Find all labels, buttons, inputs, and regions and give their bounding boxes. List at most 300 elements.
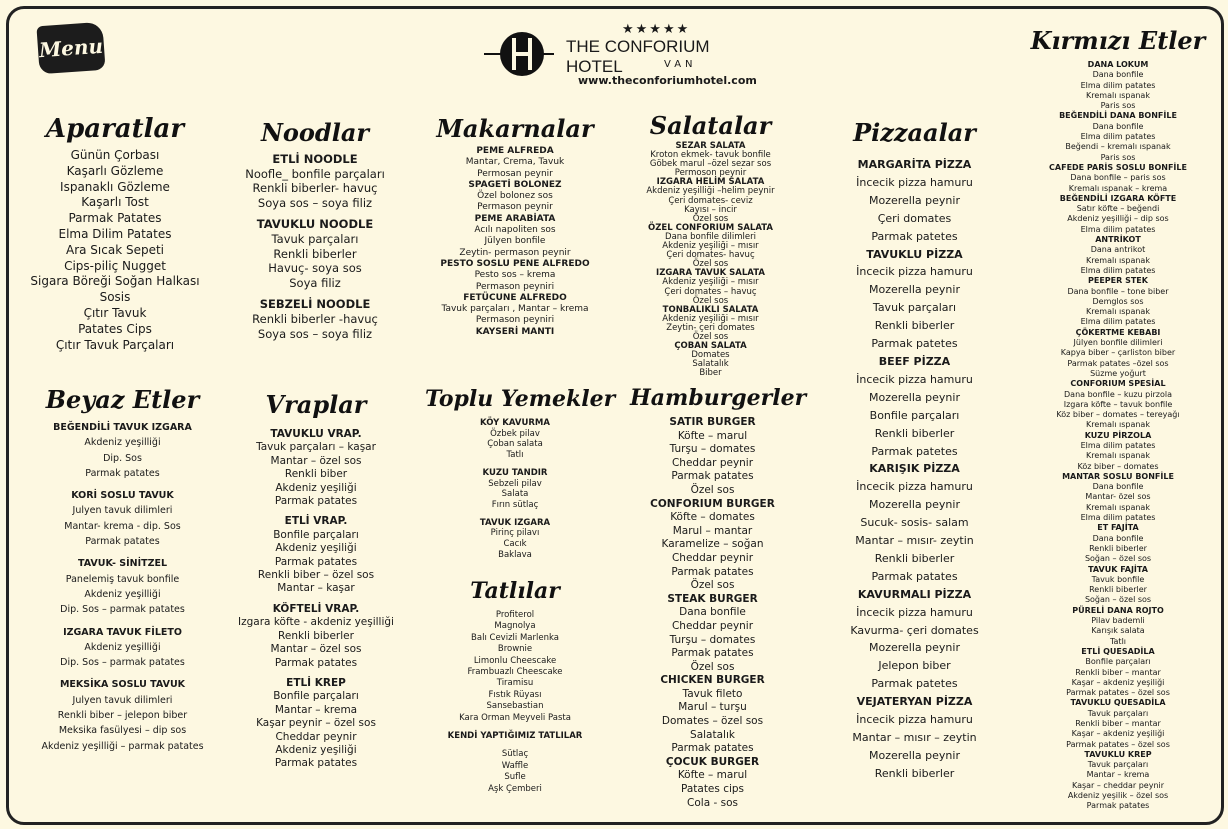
dish-ingredient: Kavurma- çeri domates <box>850 623 979 637</box>
menu-item: Parmak Patates <box>68 211 162 226</box>
dish-ingredient: Mozerella peynir <box>869 193 960 207</box>
menu-item: Çıtır Tavuk <box>83 305 147 320</box>
dish-ingredient: Akdeniz yeşilliği <box>84 437 161 449</box>
dish-ingredient: Kara Orman Meyveli Pasta <box>459 712 571 723</box>
item-list <box>628 142 793 378</box>
dish-ingredient: Parmak patates <box>671 647 754 660</box>
dish-name: PEME ALFREDA <box>476 146 554 156</box>
dish-ingredient: Elma dilim patates <box>1080 265 1156 275</box>
item-list <box>1028 60 1208 812</box>
dish-name: TAVUK- SİNİTZEL <box>77 558 168 570</box>
dish-name: ÇOBAN SALATA <box>674 341 747 352</box>
dish-ingredient: İncecik pizza hamuru <box>856 265 973 279</box>
item-list <box>235 152 395 341</box>
dish-ingredient: İncecik pizza hamuru <box>856 175 973 189</box>
menu-item: Elma Dilim Patates <box>58 226 172 241</box>
dish-ingredient: Kremalı ıspanak <box>1086 420 1150 430</box>
dish-ingredient: Kaşar – akdeniz yeşiliği <box>1071 729 1165 739</box>
section-beyaz-etler <box>30 380 215 754</box>
dish-ingredient: Tavuk parçaları – kaşar <box>256 441 376 454</box>
dish-ingredient: Sebzeli pilav <box>488 478 542 489</box>
menu-item: Ara Sıcak Sepeti <box>65 242 164 257</box>
dish-ingredient: Domates <box>691 350 730 361</box>
section-aparatlar <box>30 110 200 353</box>
dish-ingredient: Çeri domates- ceviz <box>668 195 753 206</box>
dish-ingredient: Dana bonfile <box>1092 70 1144 80</box>
dish-ingredient: Parmak patetes <box>871 444 958 458</box>
dish-ingredient: Renkli biber – mantar <box>1075 719 1161 728</box>
spacer <box>235 210 395 217</box>
dish-ingredient: Köfte – domates <box>670 511 755 524</box>
dish-ingredient: Tavuk parçaları <box>271 231 359 246</box>
dish-ingredient: Parmak patates <box>671 742 754 755</box>
dish-ingredient: Renkli biber <box>284 468 348 481</box>
section-title: Salatalar <box>649 111 772 140</box>
dish-ingredient: Jülyen bonfile <box>484 236 546 247</box>
dish-ingredient: Permason peyniri <box>475 315 555 326</box>
dish-ingredient: Balı Cevizli Marlenka <box>471 632 559 643</box>
dish-ingredient: Akdeniz yeşiliği – mısır <box>662 241 759 252</box>
dish-ingredient: Bonfile parçaları <box>273 528 359 541</box>
section-title: Noodlar <box>260 118 370 147</box>
dish-ingredient: Frambuazlı Cheescake <box>467 667 563 678</box>
dish-ingredient: Havuç- soya sos <box>268 261 362 276</box>
dish-ingredient: Dip. Sos – parmak patates <box>60 604 185 616</box>
dish-ingredient: Paris sos <box>1100 101 1136 111</box>
dish-ingredient: Cola - sos <box>687 796 738 809</box>
dish-ingredient: Zeytin- permason peynir <box>459 247 571 258</box>
dish-ingredient: Akdeniz yeşilik – özel sos <box>1067 791 1169 801</box>
dish-ingredient: Sufle <box>504 772 526 783</box>
dish-ingredient: Çeri domates- havuç <box>666 250 755 261</box>
dish-ingredient: Tatlı <box>506 450 524 461</box>
dish-ingredient: Parmak patates <box>274 656 358 669</box>
dish-ingredient: Akdeniz yeşiliği – mısır <box>662 313 759 324</box>
menu-item: Sigara Böreği Soğan Halkası <box>30 274 200 289</box>
section-title: Toplu Yemekler <box>425 386 616 412</box>
dish-ingredient: Köfte – marul <box>677 429 748 442</box>
dish-ingredient: Kremalı ıspanak – krema <box>1068 183 1168 193</box>
section-hamburgerler <box>630 380 807 810</box>
spacer <box>425 742 605 749</box>
dish-name: BEĞENDİLİ DANA BONFİLE <box>1059 111 1177 121</box>
dish-ingredient: Mantar – mısır- zeytin <box>855 534 974 548</box>
dish-name: KORİ SOSLU TAVUK <box>71 490 174 502</box>
dish-ingredient: Özel sos <box>692 213 729 224</box>
dish-ingredient: Elma dilim patates <box>1080 440 1156 450</box>
item-list <box>30 148 200 353</box>
dish-ingredient: Akdeniz yeşiliği <box>275 481 357 494</box>
dish-ingredient: Parmak patates <box>274 555 358 568</box>
dish-ingredient: Elma dilim patates <box>1080 317 1156 327</box>
dish-ingredient: Çeri domates – havuç <box>664 286 757 297</box>
item-list <box>30 420 215 754</box>
dish-ingredient: Mantar, Crema, Tavuk <box>465 157 565 168</box>
dish-name: ÇÖKERTME KEBABI <box>1075 327 1161 337</box>
section-vraplar <box>236 382 396 771</box>
dish-ingredient: Profiterol <box>495 610 535 620</box>
dish-ingredient: Jelepon biber <box>878 659 951 673</box>
menu-item: Patates Cips <box>78 321 152 336</box>
dish-ingredient: Renkli biberler <box>1089 585 1147 595</box>
dish-name: IZGARA HELİM SALATA <box>656 177 765 188</box>
dish-ingredient: Kremalı ıspanak <box>1086 307 1150 317</box>
dish-ingredient: Çoban salata <box>487 439 543 450</box>
dish-name: MEKSİKA SOSLU TAVUK <box>59 679 186 691</box>
item-list <box>425 418 605 560</box>
dish-ingredient: Fırın sütlaç <box>491 499 539 510</box>
dish-ingredient: İncecik pizza hamuru <box>856 713 973 727</box>
dish-ingredient: Mantar – özel sos <box>270 643 362 656</box>
dish-name: SEZAR SALATA <box>675 141 746 151</box>
dish-name: PESTO SOSLU PENE ALFREDO <box>440 258 590 269</box>
dish-name: ETLİ VRAP. <box>284 515 348 528</box>
dish-ingredient: Kremalı ıspanak <box>1086 90 1150 100</box>
dish-ingredient: Kroton ekmek- tavuk bonfile <box>650 150 771 161</box>
dish-ingredient: Parmak patates <box>671 470 754 483</box>
dish-ingredient: Sütlaç <box>501 749 529 760</box>
dish-ingredient: Tavuk bonfile <box>1091 574 1145 584</box>
dish-ingredient: Mantar – kaşar <box>277 582 355 595</box>
dish-ingredient: Dana bonfile dilimleri <box>665 231 756 242</box>
dish-ingredient: Pilav bademli <box>1091 616 1145 626</box>
dish-ingredient: Kremalı ıspanak <box>1086 502 1150 512</box>
dish-ingredient: Köfte – marul <box>677 769 748 782</box>
dish-ingredient: Özel bolonez sos <box>477 191 553 202</box>
dish-ingredient: Elma dilim patates <box>1080 224 1156 234</box>
dish-ingredient: Parmak patetes <box>871 229 958 243</box>
item-list <box>832 156 997 783</box>
dish-name: SEBZELİ NOODLE <box>259 297 371 312</box>
dish-ingredient: Mantar – özel sos <box>270 454 362 467</box>
dish-name: BEĞENDİLİ IZGARA KÖFTE <box>1059 193 1177 203</box>
dish-ingredient: Mozerella peynir <box>869 390 960 404</box>
dish-name: ÖZEL CONFORIUM SALATA <box>648 222 773 233</box>
dish-ingredient: Karamelize – soğan <box>661 538 764 551</box>
dish-ingredient: Soya sos – soya filiz <box>257 195 373 210</box>
dish-name: CHICKEN BURGER <box>660 674 765 687</box>
dish-ingredient: Cheddar peynir <box>671 619 754 632</box>
dish-name: IZGARA TAVUK SALATA <box>656 268 765 279</box>
dish-ingredient: Permason peyniri <box>475 281 555 292</box>
dish-name: TONBALIKLI SALATA <box>662 304 759 315</box>
dish-ingredient: Domates – özel sos <box>661 715 764 728</box>
dish-ingredient: Salatalık <box>692 359 729 370</box>
dish-ingredient: Parmak patates <box>871 569 958 583</box>
dish-ingredient: Fıstık Rüyası <box>488 689 542 700</box>
section-title: Aparatlar <box>45 114 185 144</box>
dish-ingredient: Beğendi – kremalı ıspanak <box>1065 142 1171 152</box>
dish-ingredient: Dana bonfile – paris sos <box>1070 173 1166 183</box>
menu-item: Günün Çorbası <box>70 148 160 162</box>
dish-name: TAVUKLU KREP <box>1084 749 1152 759</box>
section-tatlilar <box>425 572 605 795</box>
section-makarnalar <box>430 112 600 338</box>
dish-ingredient: Çeri domates <box>877 211 952 225</box>
spacer <box>425 724 605 731</box>
dish-ingredient: Renkli biberler- havuç <box>252 181 378 196</box>
dish-name: KUZU PİRZOLA <box>1084 430 1152 440</box>
dish-ingredient: Sansebastian <box>486 701 544 712</box>
dish-ingredient: Parmak patates <box>1086 801 1150 811</box>
dish-ingredient: Soya filiz <box>289 275 341 290</box>
menu-item: Çıtır Tavuk Parçaları <box>55 337 175 352</box>
dish-name: TAVUKLU PİZZA <box>866 247 963 261</box>
section-title: Hamburgerler <box>630 385 807 411</box>
spacer <box>30 549 215 556</box>
dish-ingredient: Izgara köfte – tavuk bonfile <box>1063 399 1173 409</box>
menu-item: Sosis <box>99 290 131 305</box>
section-title: Pizzaalar <box>853 118 976 147</box>
dish-ingredient: Salata <box>501 489 529 500</box>
dish-ingredient: Permoson peynir <box>674 168 747 179</box>
dish-ingredient: Akdeniz yeşiliği <box>275 542 357 555</box>
dish-name: VEJATERYAN PİZZA <box>856 695 973 709</box>
dish-name: ETLİ KREP <box>286 676 346 689</box>
hotel-stars: ★★★★★ <box>622 22 691 37</box>
dish-ingredient: Renkli biberler <box>278 629 354 642</box>
dish-ingredient: Parmak patates – özel sos <box>1066 739 1170 749</box>
dish-ingredient: Mozerella peynir <box>869 641 960 655</box>
dish-ingredient: Tatlı <box>1109 636 1127 646</box>
dish-ingredient: Dana antrikot <box>1090 245 1146 255</box>
dish-ingredient: Renkli biberler <box>874 319 955 333</box>
dish-ingredient: Dana bonfile <box>1092 121 1144 131</box>
dish-ingredient: Renkli biberler <box>874 426 955 440</box>
dish-ingredient: Akdeniz yeşilliği <box>84 588 161 600</box>
spacer <box>425 461 605 468</box>
dish-ingredient: Panelemiş tavuk bonfile <box>65 573 180 585</box>
dish-ingredient: Akdeniz yeşilliği – dip sos <box>1067 214 1169 224</box>
dish-ingredient: Mantar – mısır – zeytin <box>852 731 977 744</box>
dish-ingredient: Akdeniz yeşilliği – parmak patates <box>41 740 204 752</box>
dish-ingredient: Soya sos – soya filiz <box>257 326 373 341</box>
dish-ingredient: Renkli biberler <box>1089 543 1147 553</box>
dish-ingredient: Tavuk parçaları <box>872 301 957 315</box>
dish-ingredient: Köz biber – domates – tereyağı <box>1056 410 1180 420</box>
dish-ingredient: Sucuk- sosis- salam <box>860 516 969 530</box>
dish-ingredient: Mantar – krema <box>274 703 358 716</box>
dish-ingredient: Tavuk parçaları <box>1087 760 1149 770</box>
dish-ingredient: Akdeniz yeşiliği – mısır <box>662 277 759 288</box>
section-noodlar <box>235 114 395 341</box>
dish-ingredient: Aşk Çemberi <box>488 783 542 794</box>
hotel-logo-icon <box>484 28 554 78</box>
dish-ingredient: Marul – mantar <box>672 524 753 537</box>
dish-ingredient: Mantar – krema <box>1086 770 1150 780</box>
dish-name: KARIŞIK PİZZA <box>869 462 960 476</box>
dish-name: PEEPER STEK <box>1088 276 1148 286</box>
dish-ingredient: Permason peynir <box>477 202 553 213</box>
dish-ingredient: Biber <box>699 368 722 379</box>
spacer <box>30 670 215 677</box>
dish-ingredient: Bonfile parçaları <box>273 690 359 703</box>
dish-ingredient: Renkli biber – jelepon biber <box>57 710 188 722</box>
menu-item: Cips-piliç Nugget <box>64 258 166 273</box>
hotel-name: THE CONFORIUM HOTEL <box>566 37 710 76</box>
hotel-website: www.theconforiumhotel.com <box>578 74 757 87</box>
dish-name: IZGARA TAVUK FİLETO <box>63 626 182 638</box>
dish-ingredient: Elma dilim patates <box>1080 513 1156 523</box>
dish-ingredient: Turşu – domates <box>669 443 756 456</box>
dish-ingredient: Satır köfte – beğendi <box>1076 204 1160 214</box>
dish-ingredient: Süzme yoğurt <box>1090 368 1146 378</box>
dish-ingredient: Salatalık <box>690 728 735 741</box>
dish-ingredient: Kaşar peynir – özel sos <box>256 717 376 730</box>
dish-name: KUZU TANDIR <box>482 467 548 478</box>
dish-name: STEAK BURGER <box>667 592 758 605</box>
dish-name: BEEF PİZZA <box>878 354 951 368</box>
dish-ingredient: Renkli biberler -havuç <box>252 311 378 326</box>
dish-ingredient: Noofle_ bonfile parçaları <box>245 166 385 181</box>
dish-ingredient: Tiramisu <box>496 678 534 689</box>
dish-ingredient: Kapya biber – çarliston biber <box>1060 348 1176 358</box>
dish-name: KAYSERİ MANTI <box>475 326 555 337</box>
dish-ingredient: Dana bonfile – tone biber <box>1067 286 1169 296</box>
dish-ingredient: Dana bonfile – kuzu pirzola <box>1064 389 1172 399</box>
dish-name: TAVUKLU VRAP. <box>270 428 362 440</box>
dish-ingredient: Bonfile parçaları <box>1085 657 1151 667</box>
section-kirmizi-etler <box>1028 22 1208 812</box>
dish-ingredient: Cheddar peynir <box>671 551 754 564</box>
dish-ingredient: Parmak patates <box>85 467 160 479</box>
item-list <box>236 428 396 771</box>
dish-ingredient: Soğan – özel sos <box>1084 595 1152 605</box>
dish-ingredient: Limonlu Cheescake <box>473 655 557 666</box>
dish-ingredient: Permosan peynir <box>477 168 553 179</box>
dish-name: PEME ARABİATA <box>474 213 556 224</box>
dish-ingredient: Mozerella peynir <box>869 283 960 297</box>
dish-ingredient: Marul – turşu <box>678 701 747 714</box>
section-pizzalar <box>832 110 997 783</box>
dish-name: SATIR BURGER <box>669 416 756 428</box>
dish-ingredient: Julyen tavuk dilimleri <box>72 694 173 706</box>
menu-item: Kaşarlı Gözleme <box>66 163 164 178</box>
dish-ingredient: Brownie <box>497 644 533 655</box>
dish-ingredient: Renkli biber – mantar <box>1075 667 1161 677</box>
dish-ingredient: Demglos sos <box>1092 296 1144 306</box>
dish-name: KENDİ YAPTIĞIMIZ TATLILAR <box>447 731 583 742</box>
dish-ingredient: Mozerella peynir <box>869 748 960 762</box>
menu-item: Kaşarlı Tost <box>81 195 149 210</box>
dish-name: PÜRELİ DANA ROJTO <box>1072 605 1164 615</box>
dish-ingredient: Patates cips <box>680 783 745 796</box>
dish-ingredient: Parmak patates – özel sos <box>1066 688 1170 698</box>
dish-name: CONFORIUM SPESİAL <box>1070 379 1166 389</box>
dish-ingredient: Dip. Sos – parmak patates <box>60 657 185 669</box>
dish-name: ET FAJİTA <box>1097 523 1139 533</box>
dish-ingredient: Akdeniz yeşilliği –helim peynir <box>646 186 775 197</box>
menu-logo: Menu <box>36 22 105 74</box>
section-title: Beyaz Etler <box>45 385 200 414</box>
hotel-city: VAN <box>664 59 697 70</box>
spacer <box>236 670 396 677</box>
section-title: Makarnalar <box>436 114 594 143</box>
item-list <box>430 146 600 338</box>
dish-name: CONFORIUM BURGER <box>650 497 775 510</box>
dish-ingredient: Parmak patates <box>274 757 358 770</box>
section-salatalar <box>628 110 793 378</box>
dish-name: ETLİ QUESADİLA <box>1081 646 1155 656</box>
dish-ingredient: Magnolya <box>494 621 536 632</box>
dish-ingredient: Mantar- özel sos <box>1085 492 1151 502</box>
dish-ingredient: Dana bonfile <box>1092 482 1144 492</box>
dish-ingredient: Julyen tavuk dilimleri <box>72 505 173 517</box>
dish-ingredient: Parmak patates –özel sos <box>1067 358 1169 368</box>
spacer <box>236 596 396 603</box>
dish-ingredient: Baklava <box>498 549 532 560</box>
dish-ingredient: Elma dilim patates <box>1080 132 1156 142</box>
dish-ingredient: Meksika fasülyesi – dip sos <box>58 725 187 737</box>
dish-name: ANTRİKOT <box>1095 235 1141 245</box>
dish-ingredient: Waffle <box>501 760 529 771</box>
dish-name: ÇOCUK BURGER <box>665 755 760 768</box>
dish-ingredient: Özel sos <box>690 483 735 496</box>
dish-ingredient: Renkli biberler <box>874 551 955 565</box>
dish-ingredient: Kremalı ıspanak <box>1086 451 1150 461</box>
dish-name: FETÜCUNE ALFREDO <box>463 292 567 303</box>
dish-ingredient: Karışık salata <box>1091 626 1145 636</box>
dish-ingredient: Özel sos <box>692 331 729 342</box>
item-list <box>630 416 795 810</box>
dish-ingredient: Cheddar peynir <box>275 730 357 743</box>
dish-ingredient: Dana bonfile <box>679 606 746 619</box>
dish-name: CAFEDE PARİS SOSLU BONFİLE <box>1049 162 1187 172</box>
dish-ingredient: Parmak patetes <box>871 677 958 691</box>
dish-ingredient: Parmak patates <box>85 536 160 548</box>
section-title: Vraplar <box>265 390 367 419</box>
dish-ingredient: Kayısı – incir <box>684 204 737 215</box>
dish-name: DANA LOKUM <box>1087 60 1149 69</box>
dish-ingredient: Parmak patates <box>671 565 754 578</box>
dish-ingredient: Akdeniz yeşiliği <box>275 743 357 756</box>
dish-ingredient: Tavuk parçaları , Mantar – krema <box>441 304 589 315</box>
dish-ingredient: Soğan – özel sos <box>1084 554 1152 564</box>
dish-ingredient: İncecik pizza hamuru <box>856 480 973 494</box>
dish-ingredient: Kaşar – akdeniz yeşiliği <box>1071 677 1165 687</box>
dish-ingredient: Parmak patetes <box>871 337 958 351</box>
menu-item: Ispanaklı Gözleme <box>60 179 170 194</box>
dish-ingredient: Jülyen bonfile dilimleri <box>1073 338 1163 348</box>
dish-ingredient: Elma dilim patates <box>1080 80 1156 90</box>
dish-ingredient: Acılı napoliten sos <box>474 225 556 236</box>
dish-name: TAVUK IZGARA <box>479 517 551 528</box>
dish-ingredient: Cheddar peynir <box>671 456 754 469</box>
dish-ingredient: Pirinç pilavı <box>490 528 540 539</box>
dish-ingredient: Izgara köfte - akdeniz yeşilliği <box>238 616 394 629</box>
dish-ingredient: Kremalı ıspanak <box>1086 255 1150 265</box>
dish-ingredient: Tavuk fileto <box>682 687 743 700</box>
dish-name: SPAGETİ BOLONEZ <box>468 179 562 190</box>
dish-ingredient: Tavuk parçaları <box>1087 708 1149 718</box>
dish-ingredient: Cacık <box>503 539 527 550</box>
section-title: Tatlılar <box>470 578 560 604</box>
spacer <box>30 481 215 488</box>
dish-ingredient: İncecik pizza hamuru <box>856 372 973 386</box>
dish-name: ETLİ NOODLE <box>272 152 358 166</box>
dish-ingredient: Renkli biberler <box>273 246 357 261</box>
dish-name: KÖY KAVURMA <box>480 418 550 428</box>
dish-name: BEĞENDİLİ TAVUK IZGARA <box>53 422 192 433</box>
dish-ingredient: Paris sos <box>1100 152 1136 162</box>
dish-name: TAVUKLU QUESADİLA <box>1070 698 1166 708</box>
dish-ingredient: Göbek marul –özel sezar sos <box>649 159 772 170</box>
dish-ingredient: Dana bonfile <box>1092 533 1144 543</box>
dish-name: TAVUKLU NOODLE <box>256 217 374 232</box>
dish-ingredient: Renkli biber – özel sos <box>257 569 375 582</box>
dish-name: MARGARİTA PİZZA <box>857 158 972 171</box>
item-list <box>425 610 605 795</box>
